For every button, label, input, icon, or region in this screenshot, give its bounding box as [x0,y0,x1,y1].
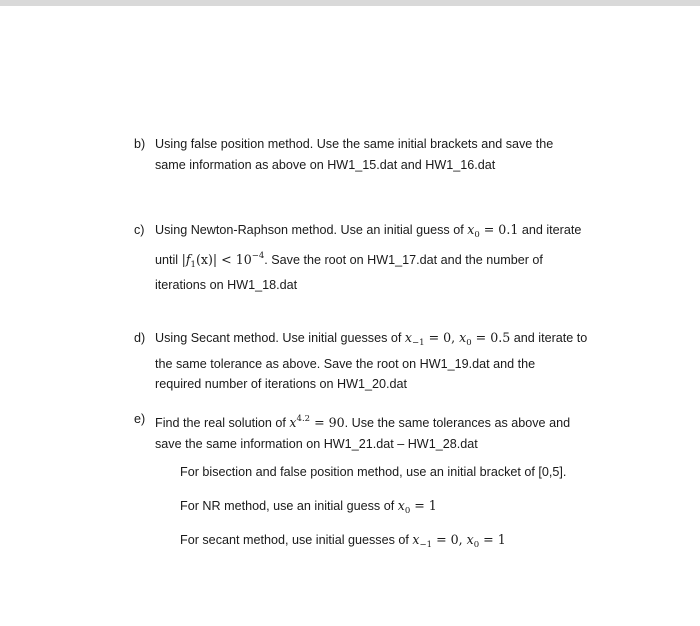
question-d-line1: Using Secant method. Use initial guesses of $x_{-1} = 0$, $x_0 = 0.5$ and iterate to [155,330,588,348]
question-c [134,220,604,296]
tolerance-expression: $|f_1(x)| < 10^{-4}$ [181,250,265,270]
question-d-label: d) [134,331,146,345]
initial-guesses-equation: $x_{-1} = 0$, $x_0 = 0.5$ [404,330,511,348]
question-c-line1: Using Newton-Raphson method. Use an initial guess of $x_0 = 0.1$ and iterate [155,222,582,240]
note-nr: For NR method, use an initial guess of $x_0 = 1$ [180,498,437,516]
question-b-text [155,134,604,175]
note-bisection: For bisection and false position method, use an initial bracket of [0,5]. [180,465,567,479]
top-strip [0,0,700,6]
question-e-line2: save the same information on HW1_21.dat – HW1_28.dat [155,436,478,451]
nr-guess-equation: $x_0 = 1$ [397,498,437,516]
question-c-text [155,220,604,296]
power-equation: $x^{4.2} = 90$ [289,414,345,430]
question-e-text [155,409,604,454]
question-b-label: b) [134,137,146,151]
x0-equation: $x_0 = 0.1$ [467,222,519,240]
question-d [134,328,604,395]
question-b-line2: same information as above on HW1_15.dat and HW1_16.dat [155,157,496,172]
question-e-label: e) [134,412,146,426]
question-d-text [155,328,604,395]
question-c-label: c) [134,223,145,237]
question-d-line3: required number of iterations on HW1_20.dat [155,377,408,391]
question-c-line3: iterations on HW1_18.dat [155,278,298,292]
question-e [134,409,604,454]
note-secant: For secant method, use initial guesses of $x_{-1} = 0$, $x_0 = 1$ [180,532,506,550]
question-e-line1: Find the real solution of $x^{4.2} = 90$. Use the same tolerances as above and [155,414,571,430]
question-b [134,134,604,175]
question-d-line2: the same tolerance as above. Save the root on HW1_19.dat and the [155,356,536,371]
question-b-line1: Using false position method. Use the same initial brackets and save the [155,137,554,151]
question-c-line2: until $|f_1(x)| < 10^{-4}$. Save the root on HW1_17.dat and the number of [155,250,543,270]
secant-guess-equation: $x_{-1} = 0$, $x_0 = 1$ [412,532,506,550]
